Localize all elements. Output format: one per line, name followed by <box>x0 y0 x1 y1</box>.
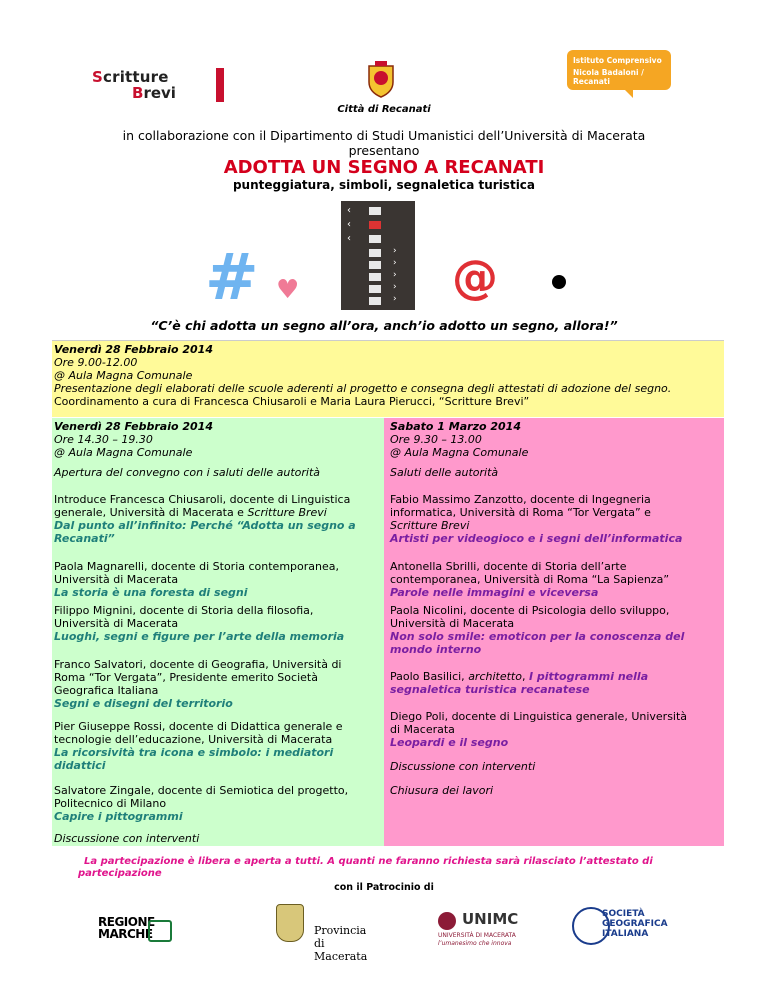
friday-afternoon-panel: Venerdì 28 Febbraio 2014 Ore 14.30 – 19.30 @ Aula Magna Comunale Apertura del convegno con i saluti delle autorità Introduce Francesca Chiusaroli, docente di Linguistica generale, Università di Macerata e Scritture Brevi Dal punto all’infinito: Perché “Adotta un segno a Recanati” Paola Magnarelli, docente di Storia contemporanea, Università di Macerata La storia è una foresta di segni Filippo Mignini, docente di Storia della filosofia, Università di Macerata Luoghi, segni e figure per l’arte della memoria Franco Salvatori, docente di Geografia, Università di Roma “Tor Vergata”, Presidente emerito Società Geografica Italiana Segni e disegni del territorio Pier Giuseppe Rossi, docente di Didattica generale e tecnologie dell’educazione, Università di Macerata La ricorsività tra icona e simbolo: i mediatori didattici Salvatore Zingale, docente di Semiotica del progetto, Politecnico di Milano Capire i pittogrammi Discussione con interventi <box>52 418 384 846</box>
recanati-crest-icon <box>366 60 396 98</box>
collaboration-text: in collaborazione con il Dipartimento di Studi Umanistici dell’Università di Macerata presentano <box>122 128 646 158</box>
talk-item: Fabio Massimo Zanzotto, docente di Ingegneria informatica, Università di Roma “Tor Vergata” e Scritture Brevi Artisti per videogioco e i segni dell’informatica <box>390 493 683 545</box>
friday-morning-date: Venerdì 28 Febbraio 2014 <box>54 343 213 356</box>
talk-item: Salvatore Zingale, docente di Semiotica del progetto, Politecnico di Milano Capire i pittogrammi <box>54 784 349 823</box>
talk-item: Paolo Basilici, architetto, I pittogrammi nella segnaletica turistica recanatese <box>390 670 649 696</box>
provincia-macerata-logo: Provincia di Macerata <box>276 904 366 948</box>
societa-geografica-logo: SOCIETÀ GEOGRAFICA ITALIANA <box>572 903 652 951</box>
quote: “C’è chi adotta un segno all’ora, anch’io adotto un segno, allora!” <box>150 318 618 333</box>
page-title: ADOTTA UN SEGNO A RECANATI <box>223 157 545 178</box>
talk-item: Diego Poli, docente di Linguistica generale, Università di Macerata Leopardi e il segno <box>390 710 688 749</box>
talk-item: Paola Nicolini, docente di Psicologia dello sviluppo, Università di Macerata Non solo smile: emoticon per la conoscenza del mondo interno <box>390 604 685 656</box>
friday-morning-panel: Venerdì 28 Febbraio 2014 Ore 9.00-12.00 @ Aula Magna Comunale Presentazione degli elaborati delle scuole aderenti al progetto e consegna degli attestati di adozione del segno. Coordinamento a cura di Francesca Chiusaroli e Maria Laura Pierucci, “Scritture Brevi” <box>52 340 724 417</box>
heart-icon: ♥ <box>276 275 300 305</box>
participation-note: La partecipazione è libera e aperta a tutti. A quanti ne faranno richiesta sarà rilasciato l’attestato di partecipazione <box>78 856 653 879</box>
hashtag-icon: # <box>205 241 259 315</box>
talk-item: Paola Magnarelli, docente di Storia contemporanea, Università di Macerata La storia è una foresta di segni <box>54 560 339 599</box>
talk-item: Pier Giuseppe Rossi, docente di Didattica generale e tecnologie dell’educazione, Università di Macerata La ricorsività tra icona e simbolo: i mediatori didattici <box>54 720 343 772</box>
page-subtitle: punteggiatura, simboli, segnaletica turistica <box>232 178 536 192</box>
talk-item: Antonella Sbrilli, docente di Storia dell’arte contemporanea, Università di Roma “La Sapienza” Parole nelle immagini e viceversa <box>390 560 670 599</box>
scritture-brevi-logo: Scritture Brevi <box>92 68 232 104</box>
talk-item: Introduce Francesca Chiusaroli, docente di Linguistica generale, Università di Macerata e Scritture Brevi Dal punto all’infinito: Perché “Adotta un segno a Recanati” <box>54 493 356 545</box>
regione-marche-logo: REGIONE MARCHE <box>98 916 188 946</box>
dot-icon <box>552 275 566 289</box>
school-logo: Istituto Comprensivo Nicola Badaloni / Recanati <box>567 50 671 90</box>
friday-afternoon-date: Venerdì 28 Febbraio 2014 <box>54 420 213 433</box>
talk-item: Franco Salvatori, docente di Geografia, Università di Roma “Tor Vergata”, Presidente emerito Società Geografica Italiana Segni e disegni del territorio <box>54 658 342 710</box>
at-sign-icon: @ <box>452 250 498 304</box>
saturday-panel: Sabato 1 Marzo 2014 Ore 9.30 – 13.00 @ Aula Magna Comunale Saluti delle autorità Fabio Massimo Zanzotto, docente di Ingegneria informatica, Università di Roma “Tor Vergata” e Scritture Brevi Artisti per videogioco e i segni dell’informatica Antonella Sbrilli, docente di Storia dell’arte contemporanea, Università di Roma “La Sapienza” Parole nelle immagini e viceversa Paola Nicolini, docente di Psicologia dello sviluppo, Università di Macerata Non solo smile: emoticon per la conoscenza del mondo interno Paolo Basilici, architetto, I pittogrammi nella segnaletica turistica recanatese Diego Poli, docente di Linguistica generale, Università di Macerata Leopardi e il segno Discussione con interventi Chiusura dei lavori <box>384 418 724 846</box>
talk-item: Filippo Mignini, docente di Storia della filosofia, Università di Macerata Luoghi, segni e figure per l’arte della memoria <box>54 604 345 643</box>
city-name: Città di Recanati <box>337 104 431 115</box>
menu-screenshot-icon: ‹ ‹ ‹ › › › › › <box>341 201 415 310</box>
saturday-date: Sabato 1 Marzo 2014 <box>390 420 521 433</box>
unimc-logo: UNIMC UNIVERSITÀ DI MACERATA l’umanesimo che innova <box>438 910 519 947</box>
patronage-label: con il Patrocinio di <box>334 882 434 893</box>
